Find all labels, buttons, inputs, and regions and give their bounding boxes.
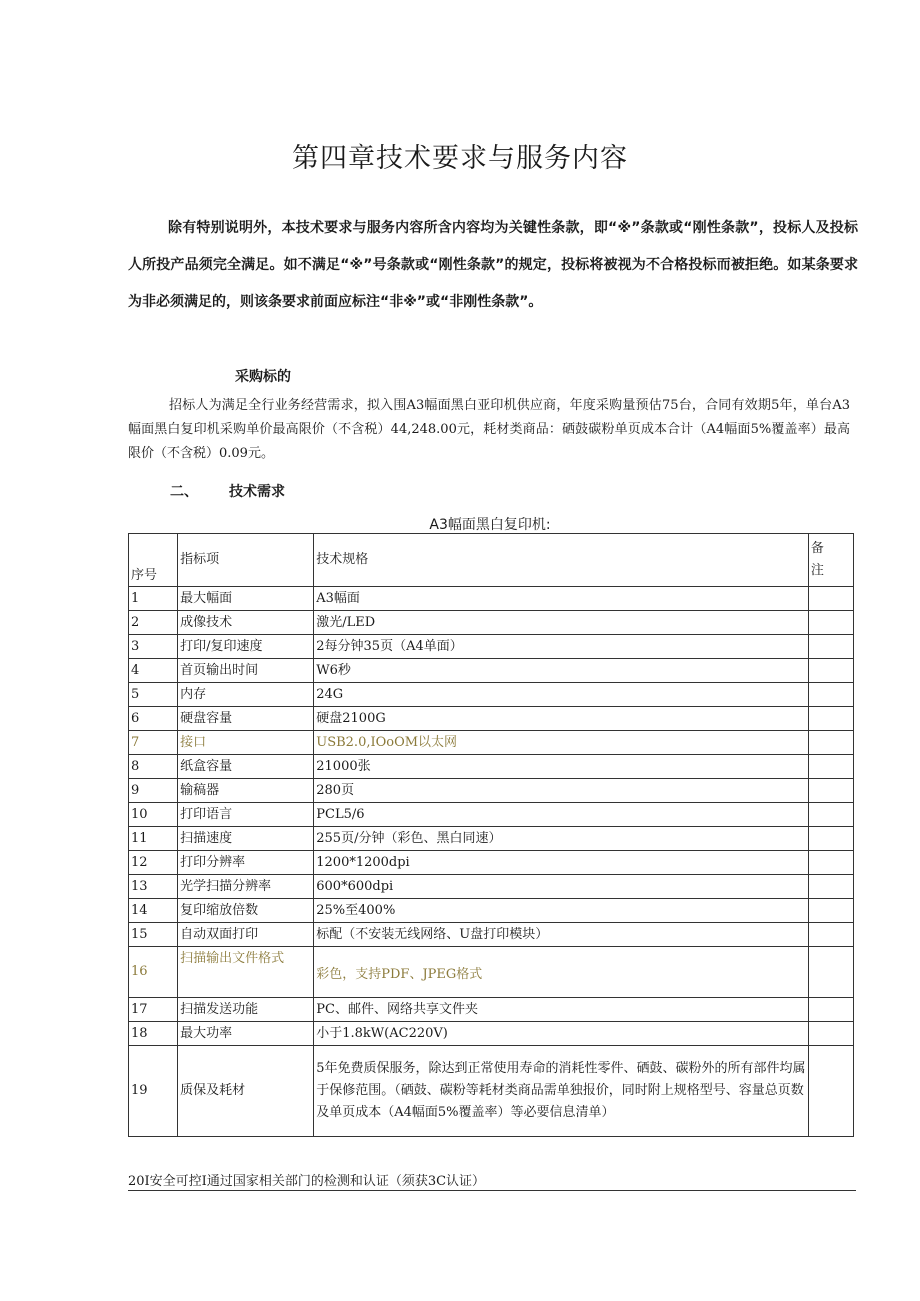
row-remark [808,827,853,851]
footer-divider [128,1190,856,1191]
row-item: 复印缩放倍数 [178,899,314,923]
footer-row: 20I安全可控I通过国家相关部门的检测和认证（须获3C认证） [128,1174,486,1189]
table-row [129,683,854,707]
row-spec: 255页/分钟（彩色、黑白同速） [314,827,809,851]
row-item: 接口 [178,731,314,755]
procurement-paragraph [128,394,850,466]
table-row [129,779,854,803]
row-remark [808,875,853,899]
row-spec: 2每分钟35页（A4单面） [314,635,809,659]
table-row [129,851,854,875]
row-spec: 标配（不安装无线网络、U盘打印模块） [314,923,809,947]
row-item: 扫描速度 [178,827,314,851]
table-header-row [129,534,854,587]
row-item: 打印分辨率 [178,851,314,875]
table-row [129,611,854,635]
procurement-heading: 采购标的 [235,369,291,385]
row-no: 16 [129,947,178,998]
row-item: 最大幅面 [178,587,314,611]
row-item: 扫描发送功能 [178,998,314,1022]
header-remark-line2: 注 [810,563,824,578]
row-remark [808,923,853,947]
header-spec: 技术规格 [314,534,809,587]
row-remark [808,1046,853,1137]
spec-table [128,533,854,1137]
row-no: 13 [129,875,178,899]
tech-section-heading: 技术需求 [229,484,285,500]
row-no: 17 [129,998,178,1022]
row-spec: PCL5/6 [314,803,809,827]
row-spec: 280页 [314,779,809,803]
row-remark [808,998,853,1022]
page-title: 第四章技术要求与服务内容 [292,143,628,174]
row-item: 扫描输出文件格式 [178,947,314,998]
row-remark [808,731,853,755]
row-spec: PC、邮件、网络共享文件夹 [314,998,809,1022]
row-remark [808,1022,853,1046]
row-item: 纸盒容量 [178,755,314,779]
table-row [129,755,854,779]
intro-clause-1: 除有特别说明外，本技术要求与服务内容所含内容均为关键性条款，即“※”条款或“刚性条款”，投标人及投标人所投产品须完全满足。 [128,220,858,273]
row-no: 15 [129,923,178,947]
row-remark [808,779,853,803]
row-remark [808,707,853,731]
header-remark-line1: 备 [810,541,824,556]
row-no: 9 [129,779,178,803]
table-row [129,923,854,947]
row-item: 质保及耗材 [178,1046,314,1137]
table-row [129,827,854,851]
row-no: 14 [129,899,178,923]
row-no: 19 [129,1046,178,1137]
table-row [129,899,854,923]
table-row [129,731,854,755]
row-spec: 小于1.8kW(AC220V) [314,1022,809,1046]
table-caption: A3幅面黑白复印机: [429,517,551,533]
row-no: 18 [129,1022,178,1046]
row-spec: 24G [314,683,809,707]
row-spec: 硬盘2100G [314,707,809,731]
row-no: 3 [129,635,178,659]
row-spec: 25%至400% [314,899,809,923]
row-spec: 1200*1200dpi [314,851,809,875]
row-remark [808,755,853,779]
row-item: 自动双面打印 [178,923,314,947]
row-spec: 5年免费质保服务，除达到正常使用寿命的消耗性零件、硒鼓、碳粉外的所有部件均属于保修范围。（硒鼓、碳粉等耗材类商品需单独报价，同时附上规格型号、容量总页数及单页成本（A4幅面5%覆盖率）等必要信息清单） [314,1046,809,1137]
row-no: 10 [129,803,178,827]
row-remark [808,851,853,875]
row-remark [808,947,853,998]
row-remark [808,803,853,827]
table-row [129,1046,854,1137]
row-item: 打印语言 [178,803,314,827]
row-item: 内存 [178,683,314,707]
row-item: 首页输出时间 [178,659,314,683]
table-row [129,803,854,827]
row-spec: 600*600dpi [314,875,809,899]
row-no: 2 [129,611,178,635]
table-row [129,635,854,659]
row-no: 12 [129,851,178,875]
row-no: 4 [129,659,178,683]
row-spec: 彩色，支持PDF、JPEG格式 [314,947,809,998]
row-spec: A3幅面 [314,587,809,611]
row-item: 成像技术 [178,611,314,635]
row-remark [808,611,853,635]
row-item: 光学扫描分辨率 [178,875,314,899]
row-no: 7 [129,731,178,755]
row-remark [808,659,853,683]
procurement-text: 招标人为满足全行业务经营需求，拟入围A3幅面黑白亚印机供应商，年度采购量预估75台，合同有效期5年，单台A3幅面黑白复印机采购单价最高限价（不含税）44,248.00元，耗材类商品：硒鼓碳粉单页成本合计（A4幅面5%覆盖率）最高限价（不含税）0.09元。 [128,398,850,461]
table-row [129,1022,854,1046]
row-item: 输稿器 [178,779,314,803]
table-row [129,875,854,899]
intro-clause-3: 如某条要求为非必须满足的，则该条要求前面应标注“非※”或“非刚性条款”。 [128,257,859,310]
row-item: 打印/复印速度 [178,635,314,659]
row-spec: W6秒 [314,659,809,683]
table-row [129,947,854,998]
row-remark [808,683,853,707]
row-remark [808,635,853,659]
row-no: 8 [129,755,178,779]
header-remark [808,534,853,587]
tech-section-number: 二、 [170,484,198,500]
row-spec: USB2.0,IOoOM以太网 [314,731,809,755]
row-item: 硬盘容量 [178,707,314,731]
header-no: 序号 [129,534,178,587]
intro-paragraph [128,210,858,321]
row-spec: 21000张 [314,755,809,779]
row-no: 6 [129,707,178,731]
table-row [129,707,854,731]
row-no: 5 [129,683,178,707]
spec-table-body [129,587,854,1137]
row-remark [808,587,853,611]
row-spec: 激光/LED [314,611,809,635]
row-item: 最大功率 [178,1022,314,1046]
table-row [129,659,854,683]
table-row [129,587,854,611]
row-no: 1 [129,587,178,611]
table-row [129,998,854,1022]
intro-clause-2: 如不满足“※”号条款或“刚性条款”的规定，投标将被视为不合格投标而被拒绝。 [283,257,788,273]
header-item: 指标项 [178,534,314,587]
row-remark [808,899,853,923]
row-no: 11 [129,827,178,851]
